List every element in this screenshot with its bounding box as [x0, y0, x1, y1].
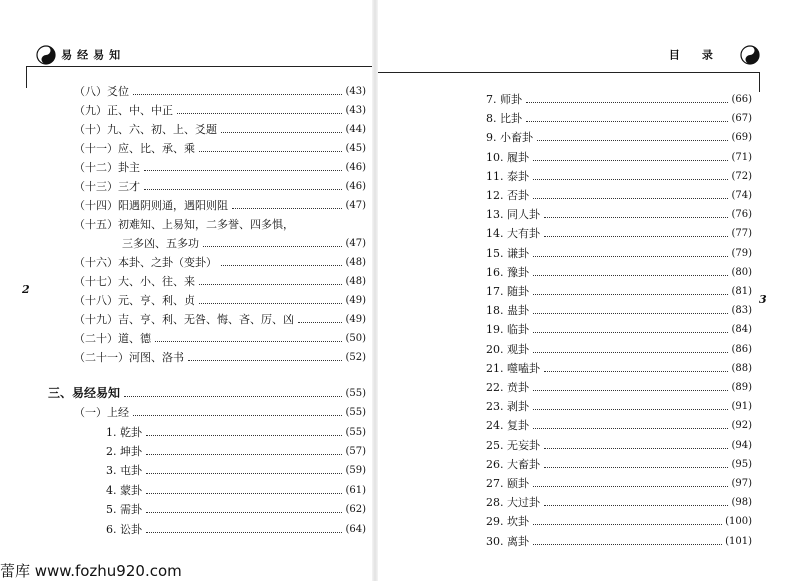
toc-leader-dots — [533, 408, 728, 410]
toc-leader-dots — [533, 485, 728, 487]
toc-leader-dots — [146, 434, 342, 436]
toc-entry — [74, 179, 366, 194]
right-page — [378, 0, 793, 581]
toc-entry-label: 1. 乾卦 — [106, 426, 142, 439]
toc-leader-dots — [533, 351, 728, 353]
toc-entry-label: 26. 大畜卦 — [486, 457, 540, 471]
toc-leader-dots — [124, 395, 342, 397]
toc-entry-label: 22. 贲卦 — [486, 381, 529, 394]
toc-entry — [486, 534, 752, 549]
toc-leader-dots — [199, 302, 342, 304]
left-page-header — [36, 44, 372, 66]
toc-leader-dots — [526, 101, 728, 103]
toc-leader-dots — [533, 274, 728, 276]
toc-leader-dots — [146, 453, 342, 455]
toc-page-ref: (80) — [731, 266, 752, 278]
toc-leader-dots — [146, 511, 342, 513]
toc-leader-dots — [144, 188, 342, 190]
toc-leader-dots — [544, 466, 728, 468]
toc-page-ref: (101) — [725, 535, 752, 547]
toc-leader-dots — [221, 264, 342, 266]
toc-leader-dots — [199, 150, 342, 152]
toc-page-ref: (74) — [731, 190, 752, 201]
toc-page-ref: (77) — [731, 228, 752, 240]
toc-heading: 目录 — [668, 48, 735, 62]
toc-page-ref: (44) — [345, 124, 366, 135]
toc-entry — [486, 514, 752, 529]
toc-entry — [486, 476, 752, 491]
toc-page-ref: (89) — [731, 382, 752, 393]
toc-entry-label: 18. 蛊卦 — [486, 304, 529, 318]
toc-entry-label: （九）正、中、中正 — [74, 104, 173, 117]
toc-entry — [486, 207, 752, 222]
toc-entry-label: 6. 讼卦 — [106, 523, 142, 536]
toc-page-ref: (69) — [731, 132, 752, 144]
toc-page-ref: (71) — [731, 151, 752, 163]
toc-page-ref: (45) — [345, 143, 366, 154]
toc-entry — [486, 438, 752, 453]
toc-entry-label: （十九）吉、亨、利、无咎、悔、吝、厉、凶 — [74, 313, 294, 326]
toc-page-ref: (55) — [345, 427, 366, 438]
toc-entry — [486, 111, 752, 126]
toc-entry — [74, 350, 366, 365]
toc-page-ref: (48) — [345, 257, 366, 268]
toc-page-ref: (92) — [731, 420, 752, 432]
right-page-number: 3 — [759, 293, 767, 306]
toc-entry-label: （十六）本卦、之卦（变卦） — [74, 256, 217, 269]
toc-entry — [74, 141, 366, 156]
watermark: 蕾库 www.fozhu920.com — [0, 562, 182, 580]
toc-entry — [74, 103, 366, 118]
toc-entry — [486, 188, 752, 203]
toc-page-ref: (66) — [731, 94, 752, 105]
toc-entry — [486, 495, 752, 510]
toc-entry-label: 11. 泰卦 — [486, 169, 529, 183]
toc-entry — [74, 293, 366, 308]
toc-entry-label: 20. 观卦 — [486, 342, 529, 356]
toc-leader-dots — [533, 312, 728, 314]
toc-entry-label: （十五）初难知、上易知，二多誉、四多惧， — [74, 218, 294, 231]
toc-entry-label: 30. 离卦 — [486, 534, 529, 548]
toc-entry-label: （十七）大、小、往、来 — [74, 275, 195, 288]
toc-page-ref: (62) — [345, 504, 366, 515]
book-title: 易经易知 — [61, 48, 126, 62]
left-page-number: 2 — [22, 283, 30, 296]
toc-entry-label: 4. 蒙卦 — [106, 484, 142, 497]
toc-entry-label: 10. 履卦 — [486, 150, 529, 164]
toc-entry — [122, 236, 366, 251]
toc-entry — [486, 284, 752, 299]
toc-entry-label: 27. 颐卦 — [486, 477, 529, 490]
toc-entry-label: 3. 屯卦 — [106, 464, 142, 477]
toc-leader-dots — [146, 531, 342, 533]
toc-leader-dots — [199, 283, 342, 285]
toc-entry — [74, 198, 366, 213]
toc-page-ref: (59) — [345, 465, 366, 476]
toc-leader-dots — [155, 340, 342, 342]
toc-entry-label: 25. 无妄卦 — [486, 438, 540, 452]
toc-page-ref: (79) — [731, 247, 752, 259]
toc-entry-label: （十二）卦主 — [74, 161, 140, 174]
toc-leader-dots — [544, 370, 728, 372]
toc-page-ref: (61) — [345, 485, 366, 496]
toc-leader-dots — [133, 414, 342, 416]
toc-entry-label: 5. 需卦 — [106, 503, 142, 516]
toc-section-heading — [48, 386, 366, 401]
toc-entry-label: 28. 大过卦 — [486, 496, 540, 510]
toc-entry-label: （十）九、六、初、上、爻题 — [74, 123, 217, 136]
toc-entry-label: （二十一）河图、洛书 — [74, 351, 184, 364]
toc-entry-label: （八）爻位 — [74, 85, 129, 98]
toc-entry — [106, 425, 366, 440]
toc-leader-dots — [526, 120, 728, 122]
toc-leader-dots — [533, 543, 722, 545]
toc-page-ref: (84) — [731, 324, 752, 336]
toc-entry — [106, 502, 366, 517]
toc-entry — [486, 457, 752, 472]
toc-page-ref: (72) — [731, 170, 752, 182]
toc-entry — [74, 312, 366, 327]
toc-entry-label: （二十）道、德 — [74, 332, 151, 345]
toc-leader-dots — [177, 112, 342, 114]
toc-leader-dots — [146, 492, 342, 494]
toc-entry-label: （十八）元、亨、利、贞 — [74, 294, 195, 307]
toc-entry — [486, 92, 752, 107]
toc-leader-dots — [544, 447, 728, 449]
toc-entry-label: 15. 谦卦 — [486, 246, 529, 260]
toc-entry-label: 14. 大有卦 — [486, 227, 540, 241]
toc-leader-dots — [544, 504, 728, 506]
toc-leader-dots — [144, 169, 342, 171]
toc-entry-label: 23. 剥卦 — [486, 400, 529, 414]
toc-page-ref: (43) — [345, 105, 366, 116]
toc-page-ref: (100) — [725, 516, 752, 528]
toc-entry-label: （十一）应、比、承、乘 — [74, 142, 195, 155]
toc-page-ref: (95) — [731, 458, 752, 470]
toc-page-ref: (52) — [345, 352, 366, 363]
toc-entry — [74, 274, 366, 289]
toc-entry-label: 三、易经易知 — [48, 386, 121, 400]
toc-page-ref: (46) — [345, 162, 366, 173]
toc-leader-dots — [533, 178, 728, 180]
toc-page-ref: (76) — [731, 209, 752, 221]
toc-entry-label: 21. 噬嗑卦 — [486, 361, 540, 375]
toc-entry — [486, 130, 752, 145]
toc-page-ref: (43) — [345, 86, 366, 97]
toc-leader-dots — [232, 207, 342, 209]
toc-page-ref: (47) — [345, 200, 366, 211]
toc-page-ref: (49) — [345, 314, 366, 325]
toc-entry — [74, 331, 366, 346]
toc-entry — [486, 322, 752, 337]
toc-entry-label: 8. 比卦 — [486, 112, 522, 126]
toc-entry — [106, 444, 366, 459]
toc-entry — [486, 380, 752, 395]
toc-page-ref: (86) — [731, 343, 752, 355]
toc-entry — [106, 463, 366, 478]
right-header-rule — [378, 72, 760, 73]
toc-leader-dots — [533, 523, 722, 525]
toc-entry-label: （十四）阳遇阴则通，遇阳则阻 — [74, 199, 228, 212]
toc-entry — [106, 522, 366, 537]
toc-page-ref: (88) — [731, 362, 752, 374]
toc-page-ref: (49) — [345, 295, 366, 306]
toc-leader-dots — [298, 321, 342, 323]
toc-leader-dots — [533, 255, 728, 257]
toc-page-ref: (47) — [345, 238, 366, 249]
toc-entry-label: 9. 小畜卦 — [486, 131, 533, 145]
toc-leader-dots — [533, 331, 728, 333]
toc-page-ref: (64) — [345, 524, 366, 535]
toc-leader-dots — [533, 159, 728, 161]
toc-entry — [74, 255, 366, 270]
right-margin-rule — [759, 72, 760, 92]
toc-leader-dots — [533, 427, 728, 429]
toc-page-ref: (83) — [731, 305, 752, 317]
toc-page-ref: (98) — [731, 497, 752, 509]
toc-entry — [486, 361, 752, 376]
toc-entry-label: 13. 同人卦 — [486, 208, 540, 222]
toc-leader-dots — [537, 139, 728, 141]
toc-leader-dots — [533, 389, 728, 391]
toc-page-ref: (55) — [345, 388, 366, 399]
toc-entry-label: 24. 复卦 — [486, 419, 529, 433]
toc-entry-label: 19. 临卦 — [486, 323, 529, 337]
toc-page-ref: (46) — [345, 181, 366, 192]
toc-page-ref: (67) — [731, 113, 752, 125]
toc-entry — [486, 150, 752, 165]
toc-entry — [486, 418, 752, 433]
toc-page-ref: (81) — [731, 286, 752, 297]
toc-entry — [486, 169, 752, 184]
toc-leader-dots — [146, 472, 342, 474]
toc-page-ref: (94) — [731, 439, 752, 451]
toc-entry-label: 16. 豫卦 — [486, 265, 529, 279]
toc-entry — [74, 217, 366, 232]
yin-yang-icon — [740, 45, 760, 65]
right-page-header — [548, 44, 760, 66]
toc-leader-dots — [544, 235, 728, 237]
toc-entry — [486, 265, 752, 280]
toc-leader-dots — [133, 93, 342, 95]
yin-yang-icon — [36, 45, 56, 65]
toc-entry — [106, 483, 366, 498]
toc-leader-dots — [544, 216, 728, 218]
toc-leader-dots — [533, 197, 728, 199]
toc-entry-label: （十三）三才 — [74, 180, 140, 193]
toc-leader-dots — [203, 245, 342, 247]
toc-page-ref: (97) — [731, 478, 752, 489]
toc-entry-label: 2. 坤卦 — [106, 445, 142, 458]
toc-leader-dots — [188, 359, 342, 361]
toc-leader-dots — [221, 131, 342, 133]
toc-page-ref: (48) — [345, 276, 366, 287]
left-margin-rule — [26, 66, 27, 88]
toc-entry — [486, 226, 752, 241]
toc-entry — [486, 246, 752, 261]
toc-entry — [74, 122, 366, 137]
toc-entry-label: 三多凶、五多功 — [122, 237, 199, 250]
toc-entry-label: 7. 师卦 — [486, 93, 522, 106]
toc-page-ref: (50) — [345, 333, 366, 344]
left-page — [0, 0, 372, 581]
toc-page-ref: (57) — [345, 446, 366, 457]
toc-entry — [74, 405, 366, 420]
toc-entry — [74, 84, 366, 99]
toc-entry — [486, 342, 752, 357]
toc-entry — [486, 399, 752, 414]
left-header-rule — [26, 66, 372, 67]
toc-page-ref: (55) — [345, 407, 366, 418]
toc-entry-label: （一）上经 — [74, 406, 129, 419]
toc-entry — [486, 303, 752, 318]
toc-entry-label: 12. 否卦 — [486, 189, 529, 202]
toc-entry-label: 17. 随卦 — [486, 285, 529, 298]
toc-leader-dots — [533, 293, 728, 295]
toc-page-ref: (91) — [731, 401, 752, 413]
toc-entry-label: 29. 坎卦 — [486, 515, 529, 529]
toc-entry — [74, 160, 366, 175]
